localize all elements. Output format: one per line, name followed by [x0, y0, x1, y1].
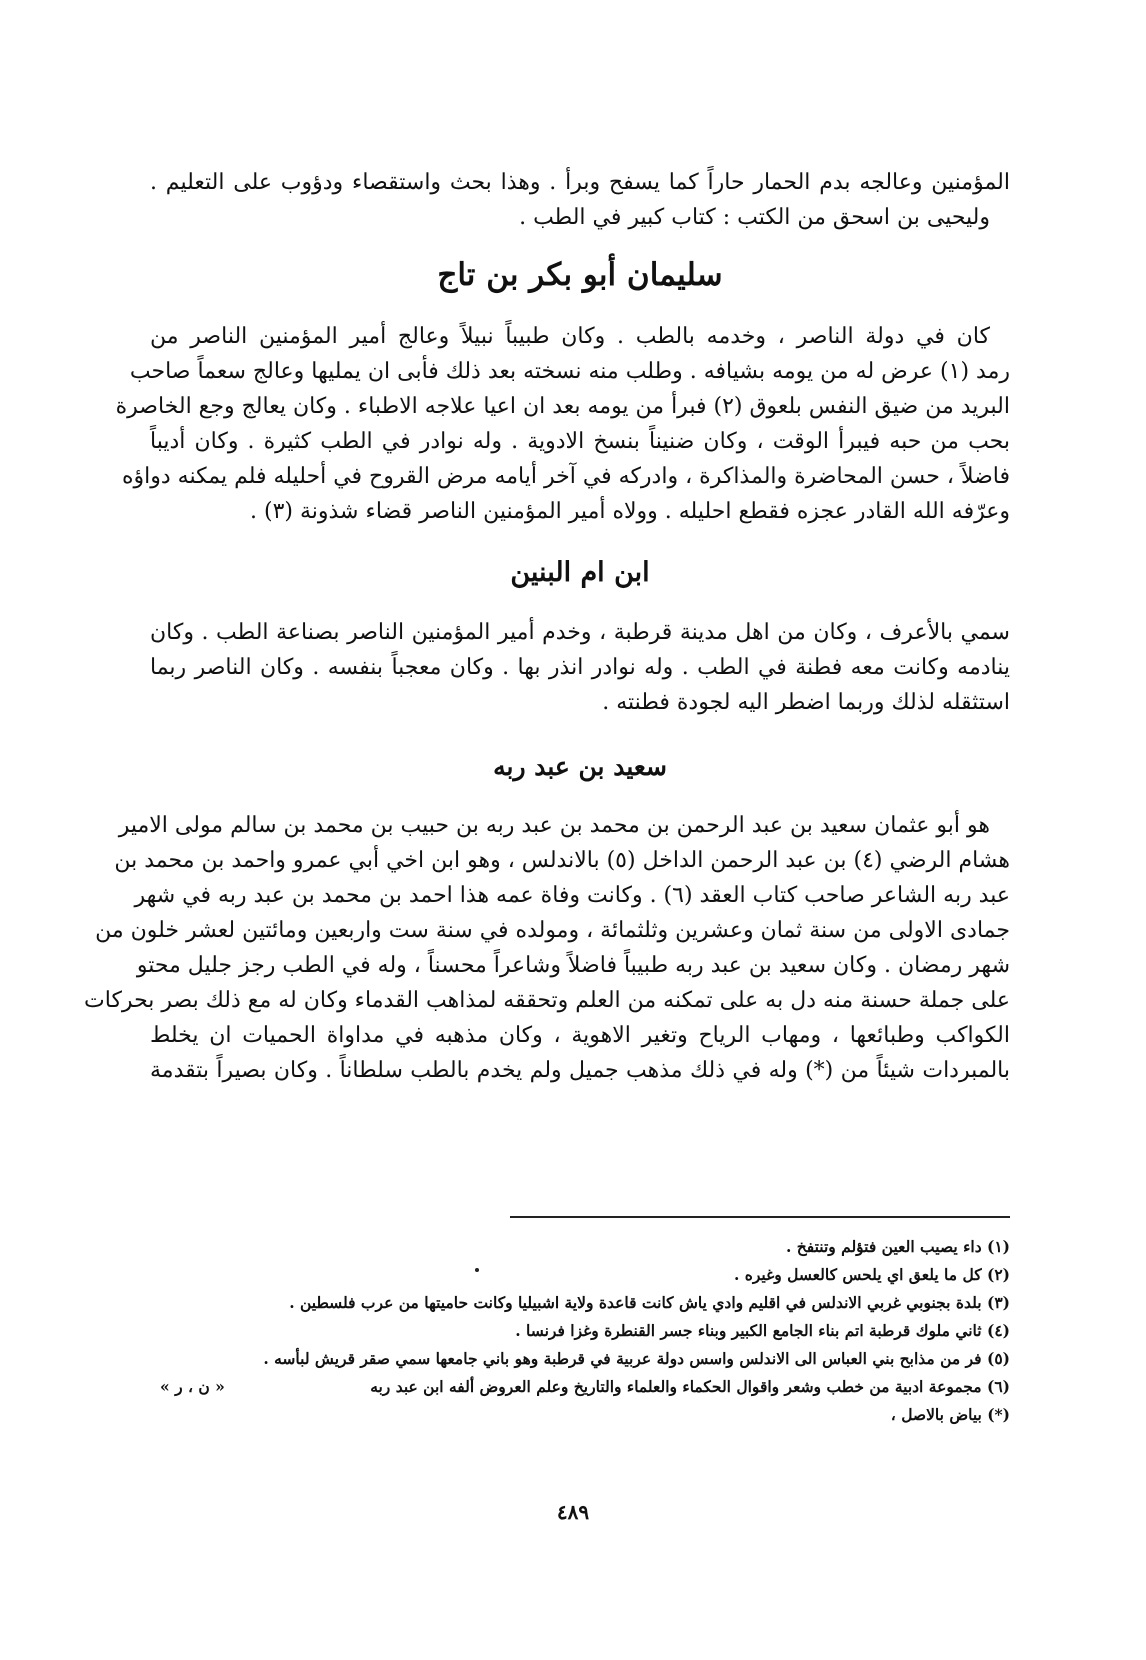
- text-line: وعرّفه الله القادر عجزه فقطع احليله . وولاه أمير المؤمنين الناصر قضاء شذونة (٣) .: [249, 499, 1010, 524]
- page-number: ٤٨٩: [556, 1500, 590, 1524]
- text-line: فاضلاً ، حسن المحاضرة والمذاكرة ، وادركه في آخر أيامه مرض القروح في أحليله فلم يمكنه دواؤه: [121, 464, 1010, 489]
- text-line: رمد (١) عرض له من يومه بشيافه . وطلب منه نسخته بعد ذلك فأبى ان يمليها وعالج سعماً صاحب: [129, 359, 1010, 384]
- section-title: ابن ام البنين: [510, 557, 650, 588]
- footnote-6: [160, 1373, 1010, 1401]
- footnote-2: [160, 1261, 1010, 1289]
- footnote-4: [160, 1317, 1010, 1345]
- section-paragraph: [84, 808, 1010, 1088]
- text-line: جمادى الاولى من سنة ثمان وعشرين وثلثمائة ، ومولده في سنة ست واربعين ومائتين لعشر خلون من: [95, 918, 1010, 943]
- intro-paragraph: [150, 165, 1010, 235]
- footnote-5: [160, 1345, 1010, 1373]
- text-line: المؤمنين وعالجه بدم الحمار حاراً كما يسفح وبرأ . وهذا بحث واستقصاء ودؤوب على التعليم .: [150, 170, 1010, 195]
- text-line: بحب من حبه فيبرأ الوقت ، وكان ضنيناً بنسخ الادوية . وله نوادر في الطب كثيرة . وكان أديباً: [150, 429, 1010, 454]
- section-paragraph: [115, 319, 1010, 529]
- footnote-divider: [510, 1216, 1010, 1218]
- footnote-text: (٤) ثاني ملوك قرطبة اتم بناء الجامع الكبير وبناء جسر القنطرة وغزا فرنسا .: [515, 1321, 1010, 1340]
- source-tag: « ن ، ر »: [160, 1377, 225, 1396]
- section-title: سليمان أبو بكر بن تاج: [437, 257, 723, 293]
- text-line: هشام الرضي (٤) بن عبد الرحمن الداخل (٥) بالاندلس ، وهو ابن اخي أبي عمرو واحمد بن محمد بن: [114, 848, 1010, 873]
- text-line: على جملة حسنة منه دل به على تمكنه من العلم وتحققه لمذاهب القدماء وكان له مع ذلك بصر بحركات: [84, 988, 1010, 1013]
- text-line: هو أبو عثمان سعيد بن عبد الرحمن بن محمد بن عبد ربه بن حبيب بن محمد بن سالم مولى الامير: [118, 813, 990, 838]
- footnote-text: (٢) كل ما يلعق اي يلحس كالعسل وغيره .: [733, 1265, 1010, 1284]
- main-text: [84, 165, 1010, 1090]
- text-line: الكواكب وطبائعها ، ومهاب الرياح وتغير الاهوية ، وكان مذهبه في مداواة الحميات ان يخلط: [150, 1023, 1010, 1048]
- text-line: ينادمه وكانت معه فطنة في الطب . وله نوادر انذر بها . وكان معجباً بنفسه . وكان الناصر ربما: [150, 655, 1010, 680]
- footnote-star: [160, 1401, 1010, 1429]
- text-line: عبد ربه الشاعر صاحب كتاب العقد (٦) . وكانت وفاة عمه هذا احمد بن محمد بن عبد ربه في شهر: [134, 883, 1010, 908]
- footnote-text: (٣) بلدة بجنوبي غربي الاندلس في اقليم وادي ياش كانت قاعدة ولاية اشبيليا وكانت حاميتها من عرب فلسطين .: [289, 1293, 1010, 1312]
- footnotes: [160, 1233, 1010, 1429]
- section-title: سعيد بن عبد ربه: [493, 752, 667, 781]
- footnote-text: (١) داء يصيب العين فتؤلم وتنتفخ .: [785, 1237, 1010, 1256]
- text-line: وليحيى بن اسحق من الكتب : كتاب كبير في الطب .: [519, 205, 990, 230]
- text-line: استثقله لذلك وربما اضطر اليه لجودة فطنته .: [602, 690, 1010, 715]
- footnote-text: (٥) فر من مذابح بني العباس الى الاندلس واسس دولة عربية في قرطبة وهو باني جامعها سمي صقر قريش لبأسه .: [263, 1349, 1010, 1368]
- footnote-text: (*) بياض بالاصل ،: [890, 1405, 1010, 1424]
- section-paragraph: [150, 615, 1010, 720]
- text-line: بالمبردات شيئاً من (*) وله في ذلك مذهب جميل ولم يخدم بالطب سلطاناً . وكان بصيراً بتقدمة: [150, 1058, 1010, 1083]
- text-line: البريد من ضيق النفس بلعوق (٢) فبرأ من يومه بعد ان اعيا علاجه الاطباء . وكان يعالج وجع الخاصرة: [115, 394, 1010, 419]
- footnote-1: [160, 1233, 1010, 1261]
- text-line: سمي بالأعرف ، وكان من اهل مدينة قرطبة ، وخدم أمير المؤمنين الناصر بصناعة الطب . وكان: [150, 620, 1010, 645]
- text-line: شهر رمضان . وكان سعيد بن عبد ربه طبيباً فاضلاً وشاعراً محسناً ، وله في الطب رجز جليل محتو: [136, 953, 1010, 978]
- footnote-text: (٦) مجموعة ادبية من خطب وشعر واقوال الحكماء والعلماء والتاريخ وعلم العروض ألفه ابن عبد ربه: [370, 1377, 1010, 1396]
- text-line: كان في دولة الناصر ، وخدمه بالطب . وكان طبيباً نبيلاً وعالج أمير المؤمنين الناصر من: [150, 324, 990, 349]
- footnote-3: [160, 1289, 1010, 1317]
